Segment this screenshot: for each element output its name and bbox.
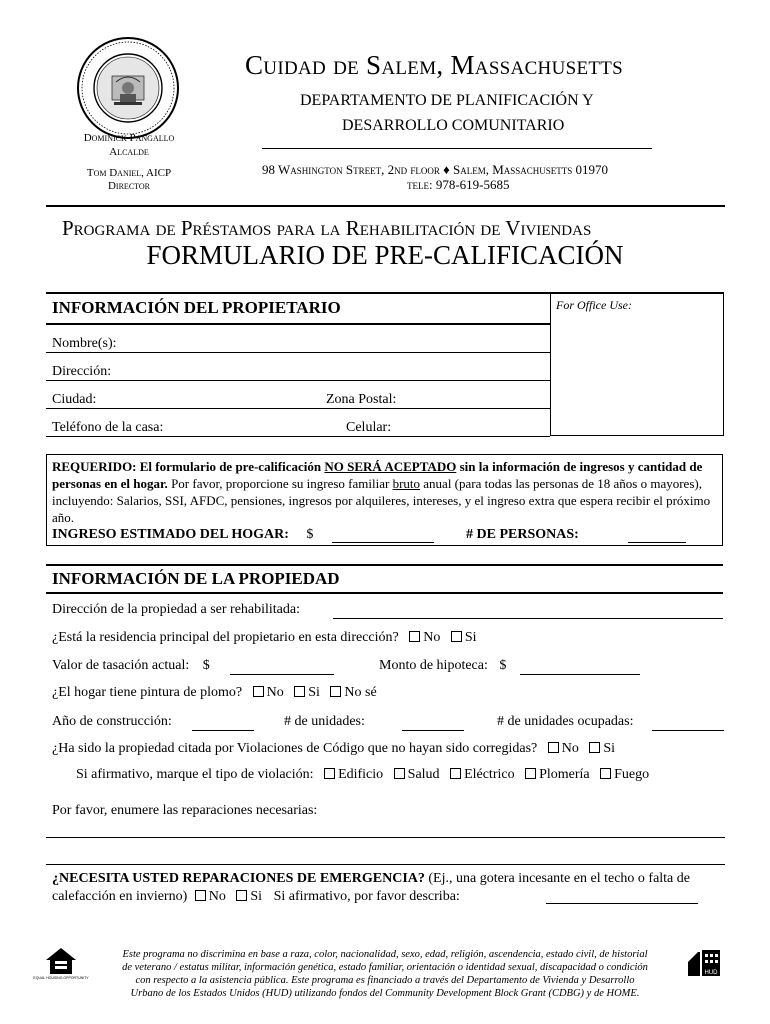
owner-city-label: Ciudad: [52, 392, 97, 407]
required-after: sin la información de ingresos y cantidad de personas en el hogar. [52, 459, 703, 491]
office-phone: tele: 978-619-5685 [407, 177, 510, 192]
owner-cell-label: Celular: [346, 420, 392, 435]
owner-cell-row[interactable] [346, 420, 391, 436]
lead-no-se-option[interactable] [330, 685, 376, 700]
office-address: 98 Washington Street, 2nd floor ♦ Salem, Massachusetts 01970 [262, 162, 609, 177]
income-dollar: $ [306, 527, 314, 542]
lead-no-option[interactable] [253, 685, 284, 700]
violation-fuego-checkbox[interactable] [600, 768, 611, 779]
appraisal-dollar: $ [202, 658, 210, 673]
occupied-units-label: # de unidades ocupadas: [497, 714, 634, 729]
violation-salud-option[interactable] [394, 767, 440, 782]
office-use-label: For Office Use: [556, 298, 632, 312]
owner-zip-row[interactable] [326, 392, 396, 408]
bruto-text: bruto [392, 476, 421, 491]
lead-no-se-checkbox[interactable] [330, 686, 341, 697]
lead-paint-question: ¿El hogar tiene pintura de plomo? [52, 685, 243, 700]
owner-phone-row[interactable] [52, 420, 163, 436]
violation-edificio-option[interactable] [324, 767, 383, 782]
footer-text [88, 948, 682, 1000]
owner-city-row[interactable] [52, 392, 96, 408]
emergency-describe-label: Si afirmativo, por favor describa: [273, 889, 460, 904]
violation-plomeria-option[interactable] [525, 767, 590, 782]
owner-heading-rule [46, 323, 550, 325]
violation-electrico-option[interactable] [450, 767, 515, 782]
repairs-label: Por favor, enumere las reparaciones necesarias: [52, 803, 318, 818]
equal-housing-caption: EQUAL HOUSING OPPORTUNITY [33, 976, 89, 980]
principal-no-checkbox[interactable] [409, 631, 420, 642]
persons-label: # DE PERSONAS: [466, 527, 579, 542]
units-label: # de unidades: [284, 714, 365, 729]
owner-zip-label: Zona Postal: [326, 392, 397, 407]
header-divider [262, 148, 652, 149]
persons-field[interactable] [628, 542, 686, 543]
violations-si-option[interactable] [589, 741, 615, 756]
violations-question: ¿Ha sido la propiedad citada por Violaciones de Código que no hayan sido corregidas? [52, 741, 538, 756]
program-title: Programa de Préstamos para la Rehabilitación de Viviendas [62, 216, 592, 240]
emergency-no-option[interactable] [195, 889, 226, 904]
city-title: Cuidad de Salem, Massachusetts [245, 50, 624, 80]
emergency-example: (Ej., una gotera incesante en el techo o falta de calefacción en invierno) [52, 871, 690, 904]
required-body-1: Por favor, proporcione su ingreso familiar [167, 476, 393, 491]
office-use-box [550, 292, 724, 436]
lead-si-label: Si [308, 685, 320, 700]
income-field[interactable] [332, 542, 434, 543]
violation-edificio-checkbox[interactable] [324, 768, 335, 779]
repairs-field[interactable] [46, 837, 725, 838]
owner-heading: INFORMACIÓN DEL PROPIETARIO [52, 298, 341, 317]
lead-si-option[interactable] [294, 685, 320, 700]
emergency-question: ¿NECESITA USTED REPARACIONES DE EMERGENCIA? [52, 871, 425, 886]
emergency-si-option[interactable] [236, 889, 262, 904]
owner-name-field[interactable] [46, 352, 550, 353]
principal-si-checkbox[interactable] [451, 631, 462, 642]
property-top-rule [46, 564, 723, 566]
violations-row [52, 741, 615, 757]
mortgage-row [379, 658, 506, 674]
appraisal-row [52, 658, 210, 674]
lead-no-se-label: No sé [344, 685, 377, 700]
violation-salud-checkbox[interactable] [394, 768, 405, 779]
violations-si-label: Si [603, 741, 616, 756]
property-heading-rule [46, 592, 723, 594]
occupied-units-field[interactable] [652, 730, 724, 731]
header-bottom-rule [46, 205, 725, 207]
director-title: Director [107, 180, 151, 192]
owner-address-row[interactable] [52, 364, 111, 380]
property-heading: INFORMACIÓN DE LA PROPIEDAD [52, 569, 340, 588]
violations-no-label: No [561, 741, 579, 756]
violation-plomeria-label: Plomería [539, 767, 590, 782]
owner-phone-label: Teléfono de la casa: [52, 420, 164, 435]
principal-si-label: Si [464, 630, 477, 645]
required-body-2: anual (para todas las personas de 18 años o mayores), incluyendo: Salarios, SSI, AFDC, pensiones, ingresos por alquileres, intereses, y el ingreso extra que espera recibir el próximo año. [52, 476, 711, 525]
violations-si-checkbox[interactable] [589, 742, 600, 753]
emergency-no-checkbox[interactable] [195, 890, 206, 901]
emergency-top-rule [46, 864, 725, 865]
violation-type-row [76, 767, 649, 783]
city-seal [76, 36, 180, 140]
emergency-si-checkbox[interactable] [236, 890, 247, 901]
appraisal-label: Valor de tasación actual: [52, 658, 190, 673]
lead-no-checkbox[interactable] [253, 686, 264, 697]
mortgage-field[interactable] [520, 674, 640, 675]
principal-residence-row [52, 630, 477, 646]
violation-plomeria-checkbox[interactable] [525, 768, 536, 779]
violation-salud-label: Salud [407, 767, 440, 782]
violation-fuego-label: Fuego [614, 767, 650, 782]
property-address-field[interactable] [333, 618, 723, 619]
violations-no-checkbox[interactable] [548, 742, 559, 753]
mayor-name: Dominick Pangallo [83, 132, 175, 144]
emergency-si-label: Si [250, 889, 263, 904]
year-built-label: Año de construcción: [52, 714, 172, 729]
owner-name-row[interactable] [52, 336, 117, 352]
emergency-block [52, 870, 722, 906]
violation-electrico-checkbox[interactable] [450, 768, 461, 779]
mayor-title: Alcalde [109, 146, 149, 158]
hud-caption: HUD [704, 970, 718, 976]
principal-no-option[interactable] [409, 630, 440, 645]
footer-line-4: Urbano de los Estados Unidos (HUD) utilizando fondos del Community Development Block Grant (CDBG) y de HOME. [130, 988, 640, 999]
owner-city-zip-field[interactable] [46, 408, 550, 409]
department-line-2: DESARROLLO COMUNITARIO [342, 117, 565, 134]
violations-no-option[interactable] [548, 741, 579, 756]
units-field[interactable] [402, 730, 464, 731]
required-text [52, 458, 716, 526]
lead-si-checkbox[interactable] [294, 686, 305, 697]
lead-paint-row [52, 685, 377, 701]
owner-address-label: Dirección: [52, 364, 112, 379]
department-line-1: DEPARTAMENTO DE PLANIFICACIÓN Y [300, 92, 594, 109]
emergency-no-label: No [208, 889, 226, 904]
lead-no-label: No [266, 685, 284, 700]
mortgage-label: Monto de hipoteca: [379, 658, 488, 673]
footer-line-2: de veterano / estatus militar, información genética, estado familiar, orientación o identidad sexual, discapacidad o condición [122, 962, 648, 973]
form-title: FORMULARIO DE PRE-CALIFICACIÓN [146, 240, 624, 270]
owner-address-field[interactable] [46, 380, 550, 381]
violation-edificio-label: Edificio [338, 767, 384, 782]
footer-line-1: Este programa no discrimina en base a raza, color, nacionalidad, sexo, edad, religión, ascendencia, estado civil, de historial [122, 949, 648, 960]
hud-logo [686, 946, 722, 980]
not-accepted-text: NO SERÁ ACEPTADO [324, 459, 457, 474]
footer-line-3: con respecto a la asistencia pública. Este programa es financiado a través del Departamento de Vivienda y Desarrollo [135, 975, 635, 986]
year-built-field[interactable] [192, 730, 254, 731]
mortgage-dollar: $ [499, 658, 507, 673]
principal-no-label: No [423, 630, 441, 645]
violation-electrico-label: Eléctrico [464, 767, 515, 782]
principal-residence-question: ¿Está la residencia principal del propietario en esta dirección? [52, 630, 399, 645]
owner-phone-field[interactable] [46, 436, 550, 437]
director-name: Tom Daniel, AICP [86, 167, 172, 179]
emergency-describe-field[interactable] [546, 903, 698, 904]
equal-housing-logo [33, 946, 89, 980]
income-row[interactable] [52, 527, 313, 543]
violation-fuego-option[interactable] [600, 767, 649, 782]
required-lead: REQUERIDO: El formulario de pre-calificación [52, 459, 325, 474]
violation-type-label: Si afirmativo, marque el tipo de violación: [76, 767, 314, 782]
property-address-label: Dirección de la propiedad a ser rehabilitada: [52, 602, 300, 617]
income-label: INGRESO ESTIMADO DEL HOGAR: [52, 527, 289, 542]
owner-name-label: Nombre(s): [52, 336, 117, 351]
appraisal-field[interactable] [230, 674, 334, 675]
principal-si-option[interactable] [451, 630, 477, 645]
